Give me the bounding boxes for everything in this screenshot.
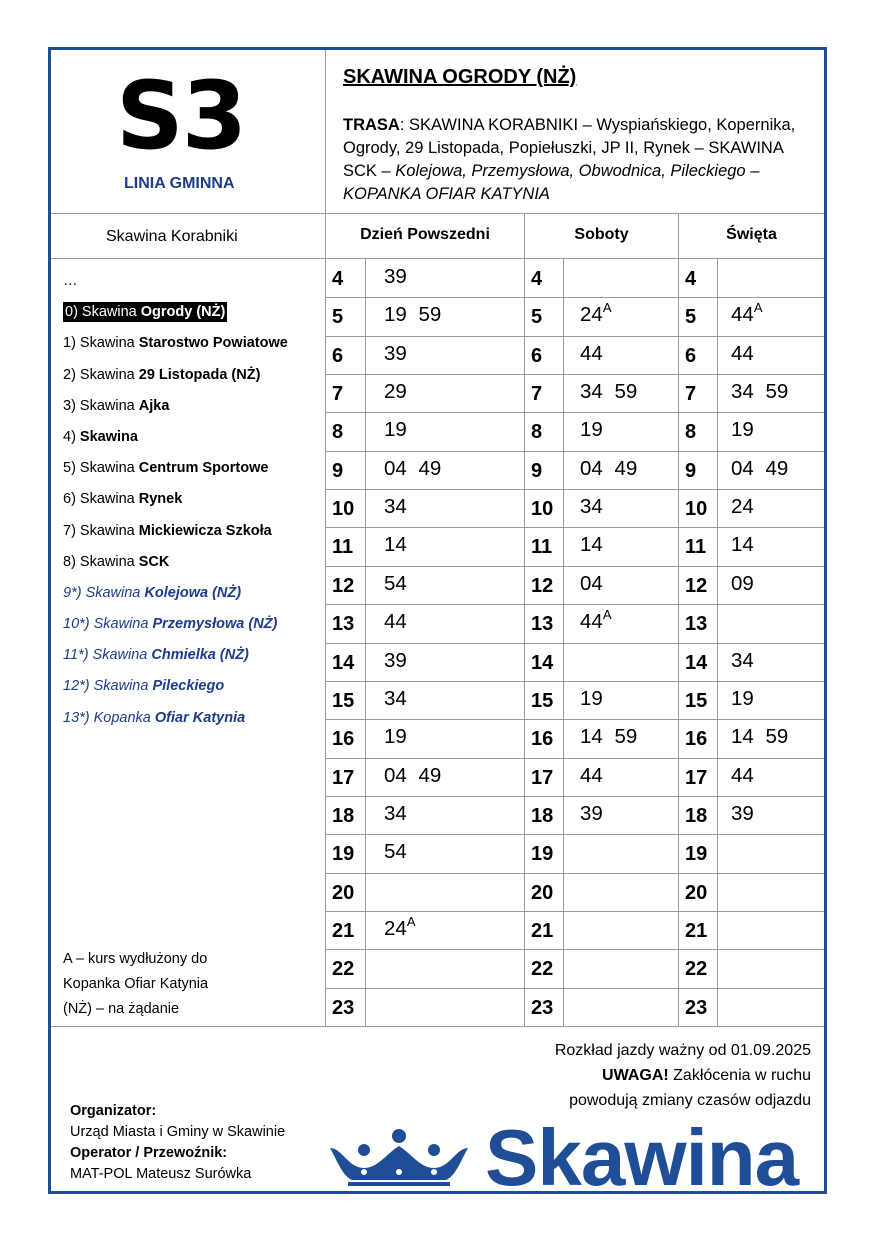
row-rule [326, 834, 824, 835]
departure-minute: 14 [580, 533, 603, 556]
stop-name: Ajka [138, 397, 170, 414]
warning-text: Zakłócenia w ruchu [668, 1067, 811, 1084]
hour-cell: 10 [685, 498, 708, 520]
departure-minute: 04 [384, 457, 407, 480]
hour-divider [717, 259, 718, 1026]
col-divider-2 [678, 213, 679, 1026]
minutes-cell [731, 649, 754, 673]
hour-cell: 18 [332, 805, 355, 827]
minutes-cell [384, 380, 407, 404]
departure-minute: 04 [580, 572, 603, 595]
departure-minute: 39 [731, 802, 754, 825]
minutes-cell [384, 802, 407, 826]
minutes-cell [731, 725, 788, 749]
minutes-cell [731, 300, 763, 327]
minutes-cell [384, 687, 407, 711]
hour-divider [563, 259, 564, 1026]
hour-cell: 20 [685, 882, 708, 904]
stop-item [63, 671, 288, 702]
row-rule [326, 758, 824, 759]
departure-minute: 04 [580, 457, 603, 480]
stop-name: Rynek [138, 491, 183, 508]
minutes-cell [580, 687, 603, 711]
organizer-name: Urząd Miasta i Gminy w Skawinie [70, 1124, 286, 1140]
route-label: TRASA [343, 116, 400, 134]
stop-list [63, 266, 288, 734]
departure-minute: 34 [580, 380, 603, 403]
hour-cell: 13 [685, 613, 708, 635]
hour-cell: 7 [332, 383, 344, 405]
row-rule [326, 681, 824, 682]
departure-minute: 34 [731, 649, 754, 672]
departure-minute: 39 [384, 649, 407, 672]
departure-minute: 44 [384, 610, 407, 633]
hour-cell: 17 [531, 767, 554, 789]
column-head-saturday: Soboty [574, 226, 629, 243]
row-rule [326, 566, 824, 567]
hour-cell: 19 [685, 843, 708, 865]
hour-cell: 20 [531, 882, 554, 904]
hour-cell: 5 [531, 306, 543, 328]
hour-cell: 7 [685, 383, 697, 405]
stop-prefix: 11*) Skawina [63, 647, 152, 664]
hour-cell: 17 [332, 767, 355, 789]
hour-cell: 9 [531, 460, 543, 482]
direction-label: Skawina Korabniki [106, 228, 238, 245]
hour-cell: 23 [332, 997, 355, 1019]
minutes-cell [384, 649, 407, 673]
minutes-cell [580, 457, 637, 481]
line-type: LINIA GMINNA [124, 175, 235, 192]
departure-minute: 04 [731, 457, 754, 480]
departure-minute: 59 [765, 725, 789, 748]
hour-cell: 20 [332, 882, 355, 904]
minutes-cell [731, 572, 754, 596]
stop-item [63, 703, 288, 734]
hour-cell: 4 [332, 268, 344, 290]
stop-item [63, 422, 288, 453]
departure-minute: 34 [384, 802, 407, 825]
route-text-italic: Kolejowa, Przemysłowa, Obwodnica, Pileckiego – KOPANKA OFIAR KATYNIA [343, 162, 760, 203]
hour-cell: 10 [531, 498, 554, 520]
departure-minute: 34 [731, 380, 754, 403]
stop-name: Kolejowa (NŻ) [144, 584, 242, 601]
departure-minute: 59 [765, 380, 789, 403]
minutes-cell [580, 802, 603, 826]
hour-cell: 22 [332, 958, 355, 980]
operator-label: Operator / Przewoźnik: [70, 1145, 228, 1161]
minutes-cell [580, 300, 612, 327]
minutes-cell [731, 764, 754, 788]
minutes-cell [384, 914, 416, 941]
row-rule [326, 489, 824, 490]
stop-name: Pileckiego [152, 678, 225, 695]
hour-cell: 13 [332, 613, 355, 635]
departure-minute: 59 [614, 380, 638, 403]
minutes-cell [580, 342, 603, 366]
organizer-info [70, 1101, 285, 1185]
minutes-cell [580, 607, 612, 634]
stop-item [63, 360, 288, 391]
departure-minute: 39 [384, 265, 407, 288]
hour-cell: 8 [685, 421, 697, 443]
row-rule [326, 719, 824, 720]
hour-cell: 12 [332, 575, 355, 597]
hour-cell: 16 [531, 728, 554, 750]
hour-cell: 14 [685, 652, 708, 674]
row-rule [326, 374, 824, 375]
route-text: : SKAWINA KORABNIKI – Wyspiańskiego, Kopernika, Ogrody, 29 Listopada, Popiełuszki, JP II, Rynek – SKAWINA SCK – [343, 116, 796, 180]
departure-minute: 59 [614, 725, 638, 748]
stop-item [63, 484, 288, 515]
organizer-label: Organizator: [70, 1103, 157, 1119]
minutes-cell [731, 342, 754, 366]
departure-minute: 19 [731, 687, 754, 710]
hour-cell: 11 [531, 536, 553, 558]
hour-cell: 15 [685, 690, 708, 712]
departure-minute: 39 [580, 802, 603, 825]
note-line: A – kurs wydłużony do [63, 951, 208, 967]
column-head-weekday: Dzień Powszedni [360, 226, 490, 243]
hour-cell: 23 [685, 997, 708, 1019]
hour-cell: 9 [332, 460, 344, 482]
stop-title: SKAWINA OGRODY (NŻ) [343, 66, 577, 88]
stop-prefix: 5) Skawina [63, 460, 139, 477]
warning-label: UWAGA! [602, 1067, 669, 1084]
minutes-cell [384, 418, 407, 442]
validity-date: Rozkład jazdy ważny od 01.09.2025 [554, 1042, 811, 1059]
departure-minute: 19 [731, 418, 754, 441]
departure-minute: 34 [384, 495, 407, 518]
minutes-cell [580, 725, 637, 749]
hour-cell: 19 [531, 843, 554, 865]
hour-cell: 8 [332, 421, 344, 443]
hour-cell: 18 [685, 805, 708, 827]
hour-cell: 19 [332, 843, 355, 865]
minutes-cell [580, 495, 603, 519]
minutes-cell [580, 764, 603, 788]
departure-minute: 54 [384, 572, 407, 595]
stop-prefix: 12*) Skawina [63, 678, 153, 695]
hour-cell: 12 [531, 575, 554, 597]
hour-cell: 11 [685, 536, 707, 558]
hour-cell: 22 [531, 958, 554, 980]
stop-name: Starostwo Powiatowe [138, 335, 288, 352]
row-rule [326, 911, 824, 912]
operator-name: MAT-POL Mateusz Surówka [70, 1166, 252, 1182]
stop-prefix: 9*) Skawina [63, 584, 145, 601]
column-head-rule [51, 258, 824, 259]
stop-item [63, 578, 288, 609]
departure-minute: 19 [384, 725, 407, 748]
hour-cell: 21 [332, 920, 355, 942]
hour-cell: 14 [531, 652, 554, 674]
hour-cell: 21 [685, 920, 708, 942]
row-rule [326, 451, 824, 452]
minutes-cell [580, 380, 637, 404]
departure-minute: 39 [384, 342, 407, 365]
hour-divider [365, 259, 366, 1026]
minutes-cell [384, 725, 407, 749]
hour-cell: 4 [685, 268, 697, 290]
departure-note-mark: A [406, 914, 416, 929]
stop-prefix: 2) Skawina [63, 366, 139, 383]
departure-note-mark: A [753, 300, 763, 315]
departure-minute: 44 [580, 342, 603, 365]
hour-cell: 23 [531, 997, 554, 1019]
stop-name: Chmielka (NŻ) [151, 647, 249, 664]
minutes-cell [384, 572, 407, 596]
stop-name: Centrum Sportowe [138, 460, 269, 477]
hour-cell: 16 [332, 728, 355, 750]
hour-cell: 14 [332, 652, 355, 674]
row-rule [326, 412, 824, 413]
note-line: Kopanka Ofiar Katynia [63, 976, 209, 992]
col-divider-1 [524, 213, 525, 1026]
legend-notes [63, 947, 208, 1022]
hour-cell: 18 [531, 805, 554, 827]
minutes-cell [384, 265, 407, 289]
stop-name: Przemysłowa (NŻ) [152, 616, 278, 633]
hour-cell: 4 [531, 268, 543, 290]
hour-cell: 8 [531, 421, 543, 443]
hour-cell: 6 [332, 345, 344, 367]
stop-name: 29 Listopada (NŻ) [138, 366, 261, 383]
hour-cell: 15 [531, 690, 554, 712]
departure-minute: 19 [384, 303, 407, 326]
stop-prefix: 3) Skawina [63, 397, 139, 414]
hour-cell: 5 [332, 306, 344, 328]
minutes-cell [731, 533, 754, 557]
stop-name: Mickiewicza Szkoła [138, 522, 272, 539]
minutes-cell [384, 457, 441, 481]
hour-cell: 17 [685, 767, 708, 789]
stop-name: Ogrody (NŻ) [140, 304, 226, 321]
departure-minute: 49 [614, 457, 638, 480]
stop-prefix: 10*) Skawina [63, 616, 153, 633]
stop-item [63, 453, 288, 484]
minutes-cell [731, 495, 754, 519]
minutes-cell [384, 764, 441, 788]
stop-prefix: 7) Skawina [63, 522, 139, 539]
row-rule [326, 336, 824, 337]
minutes-cell [384, 342, 407, 366]
stop-item [63, 297, 288, 328]
hour-cell: 13 [531, 613, 554, 635]
departure-minute: 49 [418, 457, 442, 480]
hour-cell: 10 [332, 498, 355, 520]
row-rule [326, 988, 824, 989]
departure-note-mark: A [602, 300, 612, 315]
departure-minute: 09 [731, 572, 754, 595]
hour-cell: 11 [332, 536, 354, 558]
route-description [343, 114, 803, 206]
departure-minute: 19 [384, 418, 407, 441]
warning-line-2: powodują zmiany czasów odjazdu [569, 1092, 811, 1109]
stop-item [63, 328, 288, 359]
departure-minute: 34 [384, 687, 407, 710]
minutes-cell [384, 840, 407, 864]
departure-minute: 29 [384, 380, 407, 403]
departure-minute: 44 [731, 764, 754, 787]
hour-cell: 6 [685, 345, 697, 367]
minutes-cell [731, 380, 788, 404]
departure-minute: 19 [580, 418, 603, 441]
hour-cell: 21 [531, 920, 554, 942]
departure-minute: 44 [731, 342, 754, 365]
warning-line [555, 1063, 811, 1088]
stop-prefix: 13*) Kopanka [63, 709, 155, 726]
departure-minute: 14 [731, 725, 754, 748]
departure-note-mark: A [602, 607, 612, 622]
hour-cell: 15 [332, 690, 355, 712]
stop-prefix: 4) [63, 428, 80, 445]
departure-minute: 49 [765, 457, 789, 480]
stop-prefix: 6) Skawina [63, 491, 139, 508]
minutes-cell [384, 495, 407, 519]
departure-minute: 24 [580, 303, 603, 326]
minutes-cell [580, 418, 603, 442]
departure-minute: 44 [580, 610, 603, 633]
departure-minute: 59 [418, 303, 442, 326]
stop-prefix: 8) Skawina [63, 553, 139, 570]
stop-item [63, 266, 288, 297]
stop-item [63, 640, 288, 671]
stop-item [63, 516, 288, 547]
row-rule [326, 796, 824, 797]
skawina-logo-wordmark: Skawina [485, 1113, 799, 1202]
minutes-cell [384, 303, 441, 327]
departure-minute: 14 [580, 725, 603, 748]
departure-minute: 49 [418, 764, 442, 787]
departure-minute: 24 [731, 495, 754, 518]
stop-name: SCK [138, 553, 170, 570]
header-divider [325, 50, 326, 1026]
row-rule [326, 297, 824, 298]
departure-minute: 34 [580, 495, 603, 518]
departure-minute: 04 [384, 764, 407, 787]
stop-prefix: 0) Skawina [65, 304, 141, 321]
row-rule [326, 949, 824, 950]
header-bottom-rule [51, 213, 824, 214]
stop-item [63, 609, 288, 640]
minutes-cell [384, 533, 407, 557]
stop-name: Ofiar Katynia [154, 709, 246, 726]
minutes-cell [580, 572, 603, 596]
hour-cell: 6 [531, 345, 543, 367]
departure-minute: 54 [384, 840, 407, 863]
line-code: S3 [116, 62, 246, 171]
minutes-cell [731, 418, 754, 442]
row-rule [326, 604, 824, 605]
minutes-cell [384, 610, 407, 634]
stop-item [63, 547, 288, 578]
departure-minute: 14 [384, 533, 407, 556]
hour-cell: 5 [685, 306, 697, 328]
departure-minute: 24 [384, 917, 407, 940]
validity-info [555, 1038, 811, 1113]
hour-cell: 16 [685, 728, 708, 750]
hour-cell: 22 [685, 958, 708, 980]
note-line: (NŻ) – na żądanie [63, 1001, 180, 1017]
hour-cell: 7 [531, 383, 543, 405]
column-head-holiday: Święta [726, 226, 777, 243]
minutes-cell [580, 533, 603, 557]
minutes-cell [731, 457, 788, 481]
crown-icon [328, 1128, 470, 1186]
hour-cell: 9 [685, 460, 697, 482]
row-rule [326, 527, 824, 528]
row-rule [326, 643, 824, 644]
hour-cell: 12 [685, 575, 708, 597]
departure-minute: 44 [580, 764, 603, 787]
minutes-cell [731, 687, 754, 711]
row-rule [326, 873, 824, 874]
departure-minute: 14 [731, 533, 754, 556]
departure-minute: 19 [580, 687, 603, 710]
table-bottom-rule [51, 1026, 824, 1027]
stop-prefix: 1) Skawina [63, 335, 139, 352]
stop-name: Skawina [79, 428, 138, 445]
stop-prefix: … [63, 273, 78, 289]
departure-minute: 44 [731, 303, 754, 326]
stop-item [63, 391, 288, 422]
minutes-cell [731, 802, 754, 826]
